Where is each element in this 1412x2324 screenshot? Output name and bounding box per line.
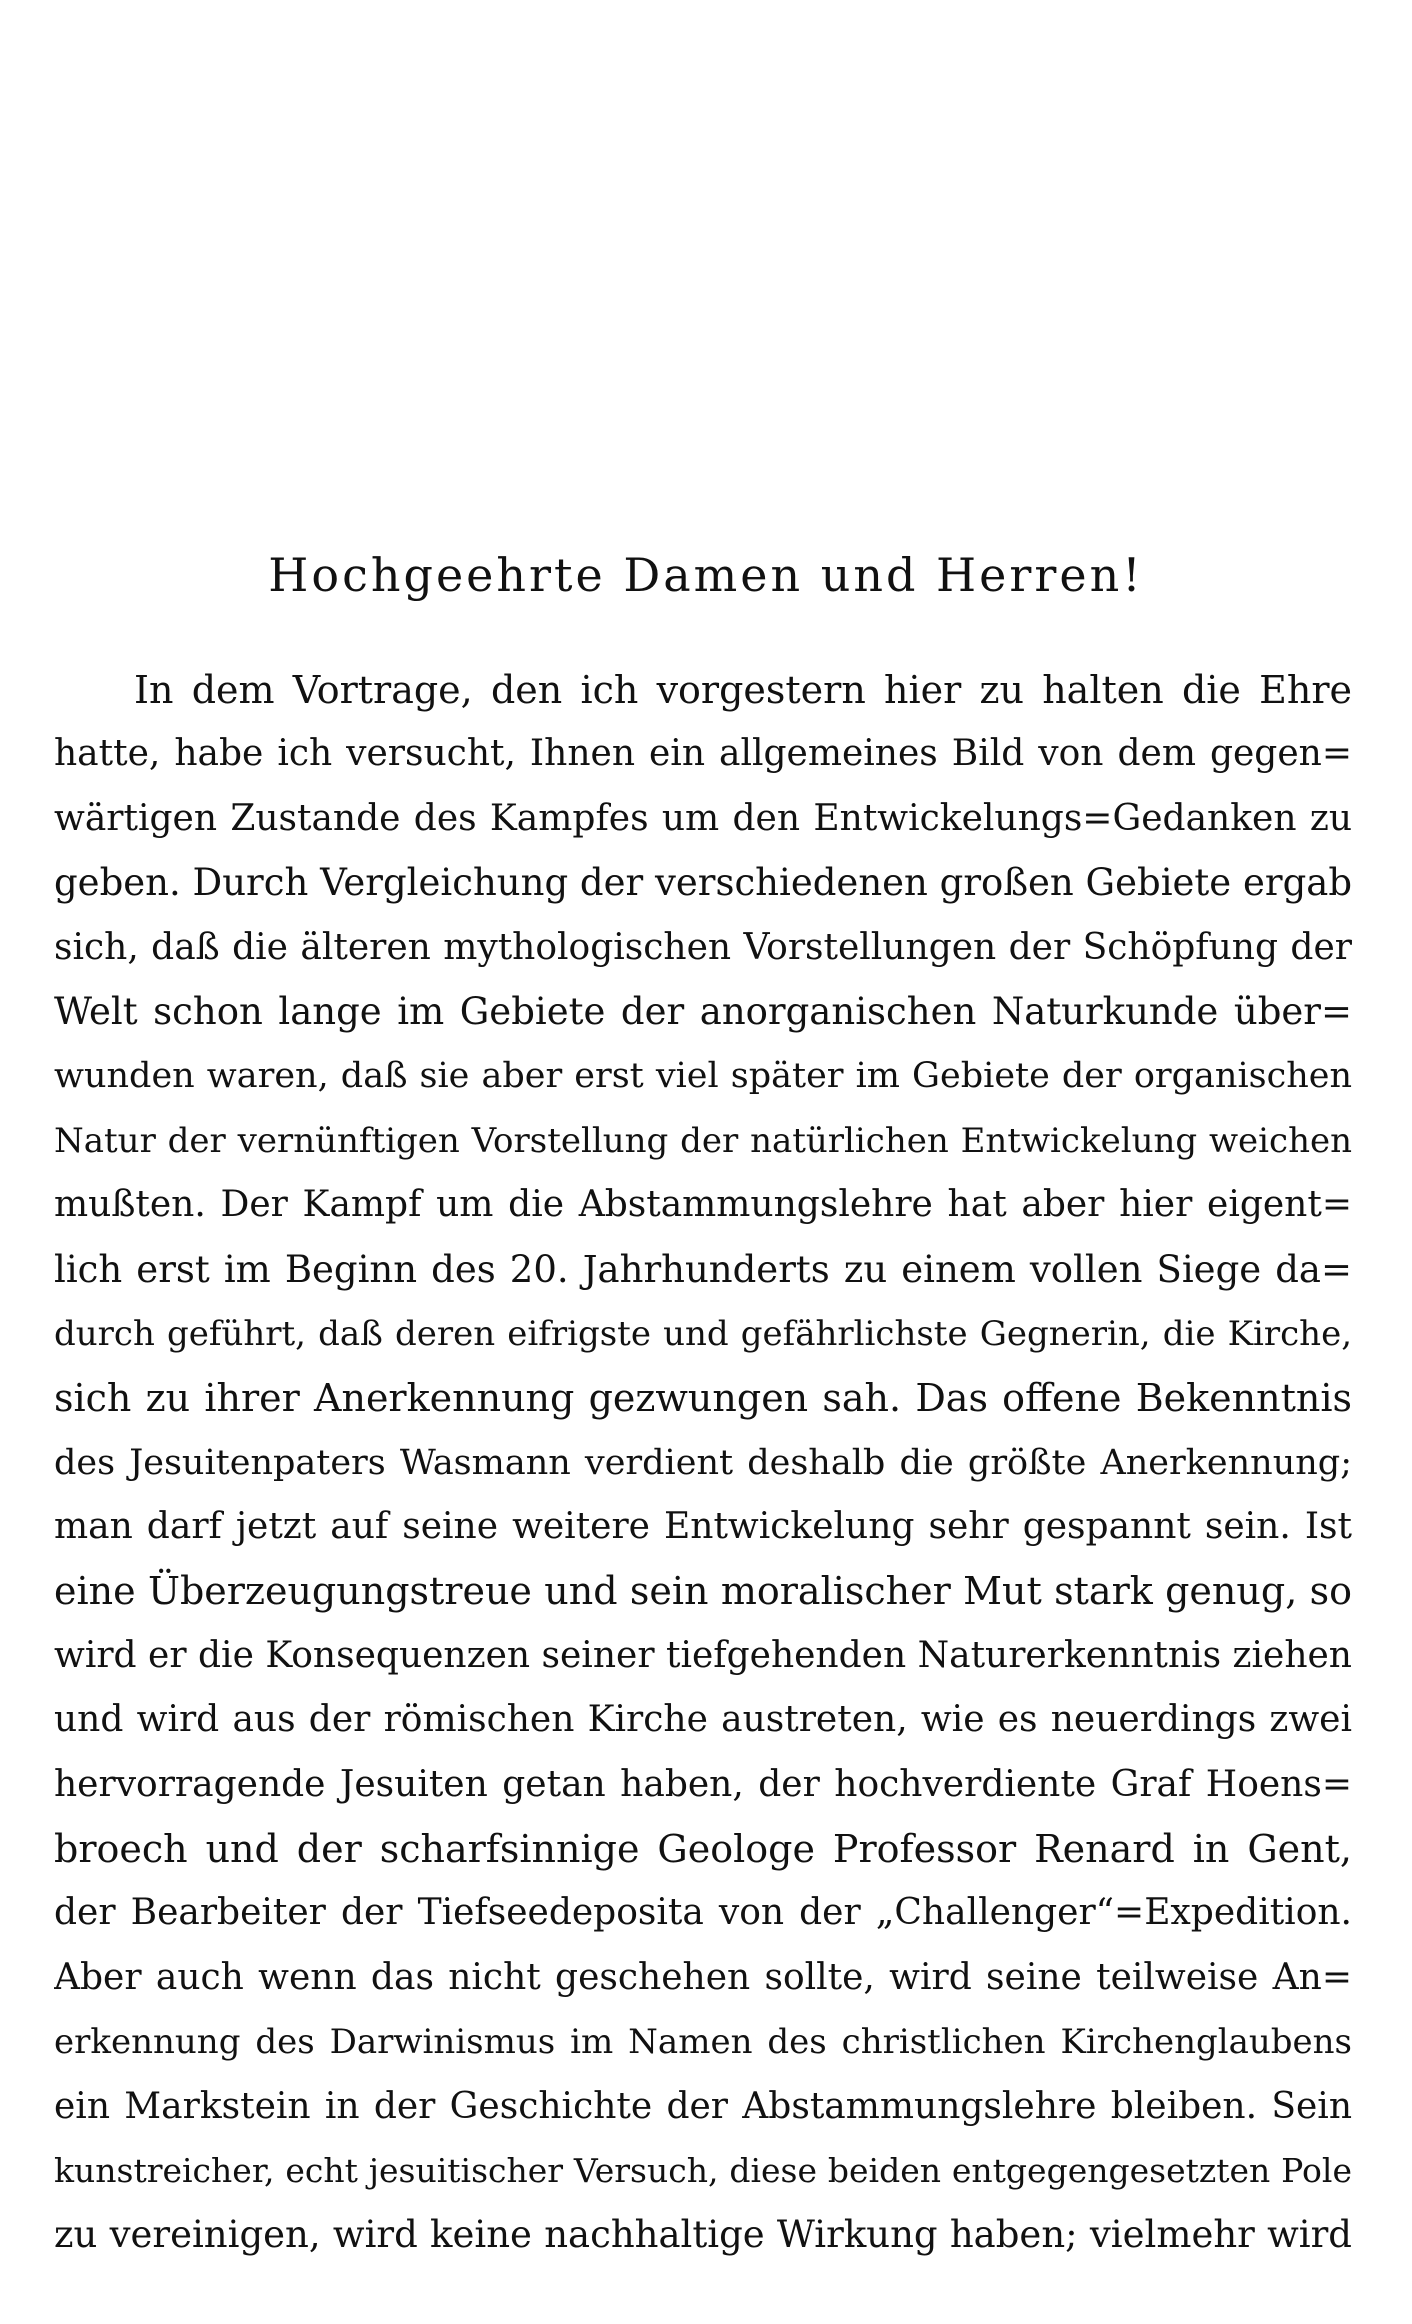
text-line: In dem Vortrage, den ich vorgestern hier zu halten die Ehre [134, 668, 1352, 712]
page-heading: Hochgeehrte Damen und Herren! [268, 548, 1144, 602]
text-line: geben. Durch Vergleichung der verschiedenen großen Gebiete ergab [54, 861, 1352, 905]
text-line: eine Überzeugungstreue und sein moralischer Mut stark genug, so [54, 1569, 1352, 1614]
text-line: sich, daß die älteren mythologischen Vorstellungen der Schöpfung der [54, 926, 1352, 968]
text-line: durch geführt, daß deren eifrigste und gefährlichste Gegnerin, die Kirche, [54, 1313, 1352, 1354]
text-line: Natur der vernünftigen Vorstellung der natürlichen Entwickelung weichen [54, 1120, 1352, 1161]
text-line: der Bearbeiter der Tiefseedeposita von der „Challenger“=Expedition. [54, 1892, 1352, 1934]
body-text [54, 658, 1352, 2268]
text-line: ein Markstein in der Geschichte der Abstammungslehre bleiben. Sein [54, 2085, 1352, 2127]
text-line: lich erst im Beginn des 20. Jahrhunderts zu einem vollen Siege da= [54, 1247, 1352, 1291]
text-line: Aber auch wenn das nicht geschehen sollte, wird seine teilweise An= [54, 1956, 1352, 1998]
text-line: des Jesuitenpaters Wasmann verdient deshalb die größte Anerkennung; [54, 1442, 1352, 1483]
text-line: mußten. Der Kampf um die Abstammungslehre hat aber hier eigent= [54, 1184, 1352, 1226]
text-line: wärtigen Zustande des Kampfes um den Entwickelungs=Gedanken zu [54, 797, 1352, 839]
text-line: und wird aus der römischen Kirche austreten, wie es neuerdings zwei [54, 1699, 1352, 1741]
text-line: wunden waren, daß sie aber erst viel später im Gebiete der organischen [54, 1056, 1352, 1097]
text-line: zu vereinigen, wird keine nachhaltige Wirkung haben; vielmehr wird [54, 2213, 1352, 2257]
text-line: hatte, habe ich versucht, Ihnen ein allgemeines Bild von dem gegen= [54, 733, 1352, 775]
text-line: erkennung des Darwinismus im Namen des christlichen Kirchenglaubens [54, 2022, 1352, 2063]
text-line: hervorragende Jesuiten getan haben, der hochverdiente Graf Hoens= [54, 1763, 1352, 1805]
text-line: kunstreicher, echt jesuitischer Versuch, diese beiden entgegengesetzten Pole [54, 2150, 1352, 2190]
text-line: broech und der scharfsinnige Geologe Professor Renard in Gent, [54, 1827, 1352, 1872]
text-line: Welt schon lange im Gebiete der anorganischen Naturkunde über= [54, 989, 1352, 1033]
text-line: sich zu ihrer Anerkennung gezwungen sah. Das offene Bekenntnis [54, 1376, 1352, 1421]
text-line: wird er die Konsequenzen seiner tiefgehenden Naturerkenntnis ziehen [54, 1634, 1352, 1676]
text-line: man darf jetzt auf seine weitere Entwickelung sehr gespannt sein. Ist [54, 1506, 1352, 1548]
